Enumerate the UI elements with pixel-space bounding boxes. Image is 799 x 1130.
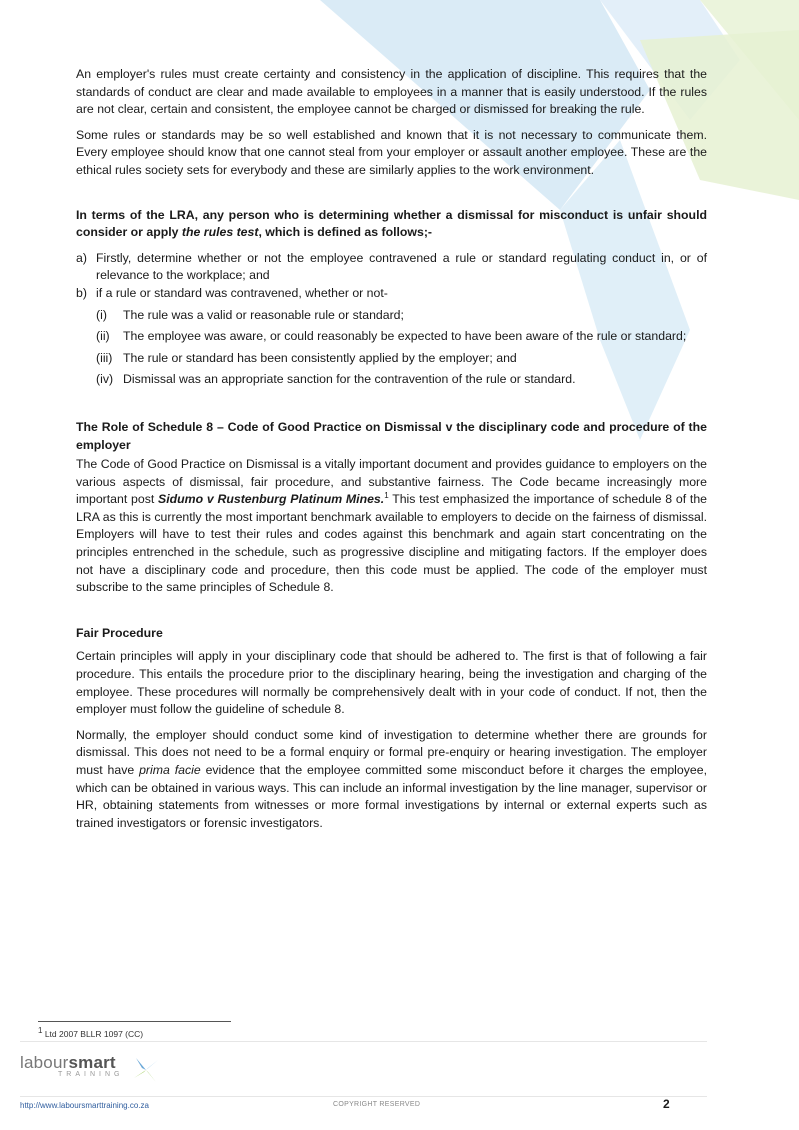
sub-list-item: (ii) The employee was aware, or could reasonably be expected to have been aware of the rule or standard; [96,329,687,344]
paragraph: Certain principles will apply in your disciplinary code that should be adhered to. The first is that of following a fair procedure. This entails the procedure prior to the disciplinary hearing, being the investigation and charging of the employee. These procedures will normally be comprehensively dealt with in your code of conduct. If not, then the employer must follow the guideline of schedule 8. [76,649,707,717]
rules-test-intro: In terms of the LRA, any person who is determining whether a dismissal for misconduct is unfair should consider or apply the rules test, which is defined as follows;- [76,207,707,240]
footer-divider [20,1041,707,1042]
list-item: b) if a rule or standard was contravened, whether or not- [76,285,388,300]
sub-list-item: (i) The rule was a valid or reasonable rule or standard; [96,307,404,322]
rules-test-emphasis: the rules test [181,225,259,240]
paragraph: Normally, the employer should conduct some kind of investigation to determine whether there are grounds for dismissal. This does not need to be a formal enquiry or formal pre-enquiry or hearing investigation. The employer must have prima facie evidence that the employee committed some misconduct before it charges the employee, which can be obtained in various ways. This can include an informal investigation by the line manager, supervisor or HR, obtaining statements from witnesses or more formal investigations by internal or external experts such as trained investigators or forensic investigators. [76,727,707,830]
company-logo: laboursmart TRAINING [20,1053,123,1078]
footnote-separator [38,1021,231,1022]
latin-term: prima facie [139,763,201,777]
paragraph: The Code of Good Practice on Dismissal is a vitally important document and provides guidance to employers on the various aspects of dismissal, fair procedure, and substantive fairness. The Code became increasingly more important post Sidumo v Rustenburg Platinum Mines.$^1$ This test emphasized the importance of schedule 8 of the LRA as this is currently the most important benchmark available to employers to decide on the fairness of dismissal. Employers will have to test their rules and codes against this benchmark and again start concentrating on the principles entrenched in the schedule, such as progressive discipline and mitigating factors. If the employer does not have a disciplinary code and procedure, then this code must be applied. The code of the employer must subscribe to the same principles of Schedule 8. [76,457,707,595]
paragraph: An employer's rules must create certainty and consistency in the application of discipline. This requires that the standards of conduct are clear and made available to employees in a manner that is easily understood. If the rules are not clear, certain and consistent, the employee cannot be charged or dismissed for breaking the rule. [76,67,707,117]
sub-list-item: (iii) The rule or standard has been consistently applied by the employer; and [96,350,517,365]
section-heading: The Role of Schedule 8 – Code of Good Practice on Dismissal v the disciplinary code and procedure of the employer [76,419,707,452]
section-heading: Fair Procedure [76,625,163,640]
website-link[interactable]: http://www.laboursmarttraining.co.za [20,1101,149,1110]
footnote-ref[interactable]: 1 [384,491,389,501]
sub-list-item: (iv) Dismissal was an appropriate sanction for the contravention of the rule or standard. [96,372,576,387]
footnote: $^1$ Ltd 2007 BLLR 1097 (CC) [38,1026,144,1039]
footer-divider [20,1096,707,1097]
page-content [76,66,707,840]
page-number: 2 [663,1097,670,1111]
copyright-notice: COPYRIGHT RESERVED [333,1101,421,1108]
paragraph: Some rules or standards may be so well established and known that it is not necessary to communicate them. Every employee should know that one cannot steal from your employer or assault another employee. These are the ethical rules society sets for everybody and these are similarly applies to the work environment. [76,127,707,177]
logo-icon [132,1056,160,1084]
case-name: Sidumo v Rustenburg Platinum Mines. [158,492,385,507]
list-item: a) Firstly, determine whether or not the employee contravened a rule or standard regulating conduct in, or of relevance to the workplace; and [76,250,707,283]
